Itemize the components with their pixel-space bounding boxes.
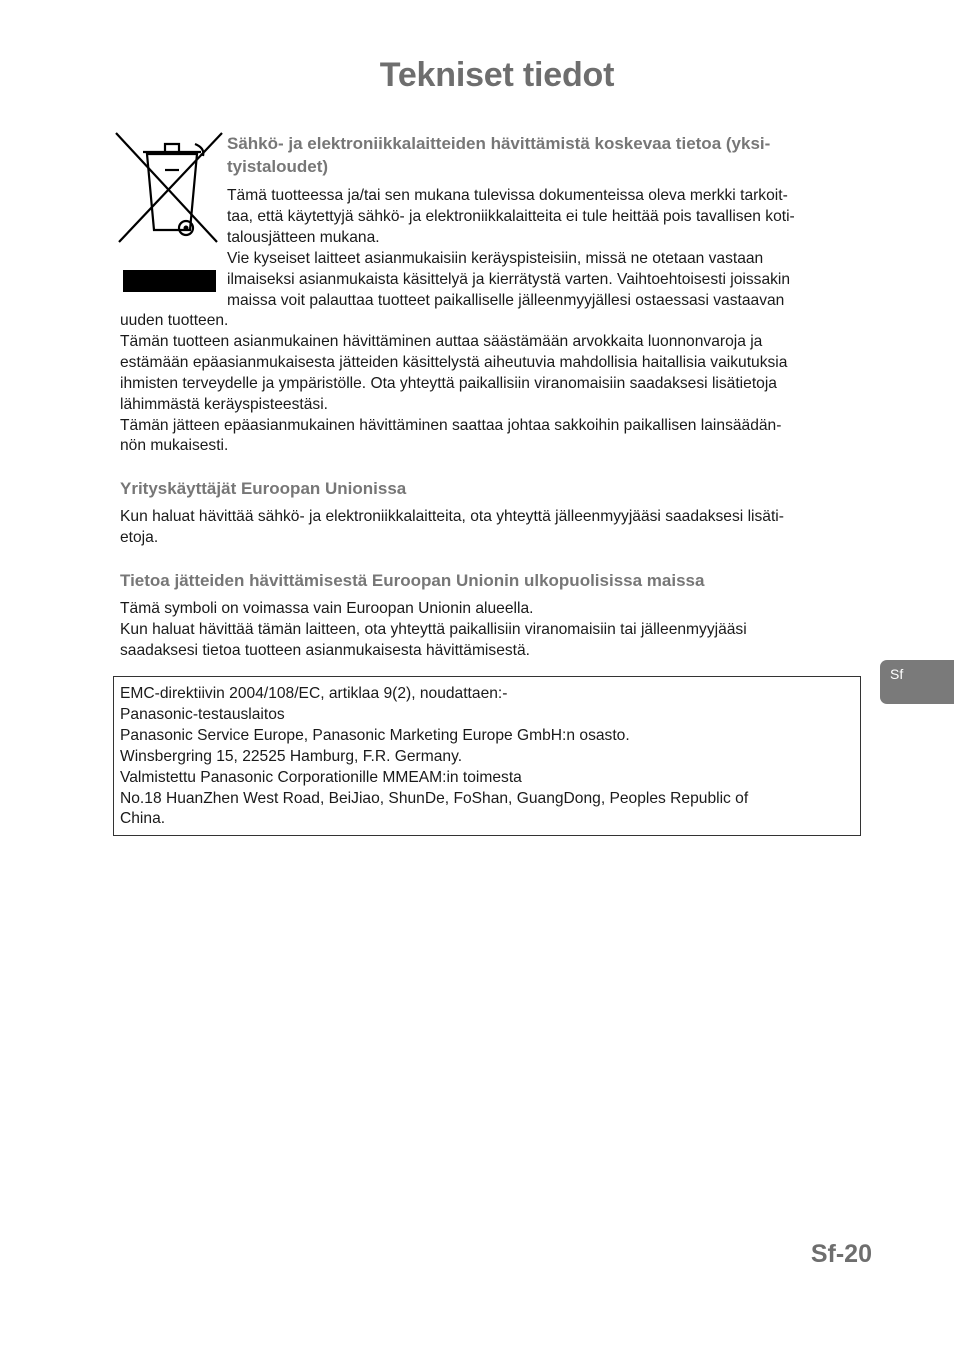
text-line: Panasonic Service Europe, Panasonic Marketing Europe GmbH:n osasto. — [120, 726, 630, 744]
black-bar-marker — [123, 270, 216, 292]
language-tab-label: Sf — [890, 666, 904, 682]
text-line: Vie kyseiset laitteet asianmukaisiin keräyspisteisiin, missä ne otetaan vastaan — [227, 249, 764, 267]
text-line: maissa voit palauttaa tuotteet paikalliselle jälleenmyyjällesi ostaessasi vastaavan — [227, 291, 785, 309]
text-line: estämään epäasianmukaisesta jätteiden käsittelystä aiheutuvia mahdollisia haitallisia vaikutuksia — [120, 353, 788, 371]
page-number: Sf-20 — [810, 1240, 872, 1268]
weee-heading — [227, 132, 867, 178]
text-line: EMC-direktiivin 2004/108/EC, artiklaa 9(2), noudattaen:- — [120, 685, 508, 702]
page-title: Tekniset tiedot — [379, 56, 615, 94]
text-line: Valmistettu Panasonic Corporationille MMEAM:in toimesta — [120, 768, 522, 786]
text-line: No.18 HuanZhen West Road, BeiJiao, ShunDe, FoShan, GuangDong, Peoples Republic of — [120, 789, 749, 807]
text-line: uuden tuotteen. — [120, 312, 229, 329]
weee-heading-line: tyistaloudet) — [227, 157, 329, 176]
business-heading: Yrityskäyttäjät Euroopan Unionissa — [120, 479, 407, 498]
text-line: ilmaiseksi asianmukaista käsittelyä ja kierrätystä varten. Vaihtoehtoisesti joissakin — [227, 270, 791, 288]
text-line: Panasonic-testauslaitos — [120, 705, 285, 723]
text-line: Tämän jätteen epäasianmukainen hävittäminen saattaa johtaa sakkoihin paikallisen lainsäädän- — [120, 416, 782, 434]
emc-info-box — [113, 676, 861, 836]
crossed-out-wheelie-bin-icon — [113, 130, 225, 250]
text-line: ihmisten terveydelle ja ympäristölle. Ota yhteyttä paikallisiin viranomaisiin saadaksesi lisätietoja — [120, 374, 777, 392]
text-line: saadaksesi tietoa tuotteen asianmukaisesta hävittämisestä. — [120, 641, 530, 659]
text-line: Tämän tuotteen asianmukainen hävittäminen auttaa säästämään arvokkaita luonnonvaroja ja — [120, 332, 763, 350]
text-line: lähimmästä keräyspisteestäsi. — [120, 395, 328, 413]
text-line: Tämä symboli on voimassa vain Euroopan Unionin alueella. — [120, 600, 534, 617]
text-line: etoja. — [120, 528, 159, 546]
text-line: Winsbergring 15, 22525 Hamburg, F.R. Germany. — [120, 747, 463, 765]
text-line: China. — [120, 810, 166, 828]
text-line: talousjätteen mukana. — [227, 228, 380, 246]
weee-heading-line: Sähkö- ja elektroniikkalaitteiden hävittämistä koskevaa tietoa (yksi- — [227, 134, 771, 153]
weee-paragraph-indented — [227, 186, 872, 311]
weee-paragraph-full — [120, 311, 872, 457]
outside-eu-paragraph — [120, 599, 872, 662]
outside-eu-heading: Tietoa jätteiden hävittämisestä Euroopan Unionin ulkopuolisissa maissa — [120, 571, 705, 590]
text-line: Kun haluat hävittää tämän laitteen, ota yhteyttä paikallisiin viranomaisiin tai jälleenmyyjääsi — [120, 620, 747, 638]
language-tab — [880, 660, 954, 704]
text-line: Tämä tuotteessa ja/tai sen mukana tulevissa dokumenteissa oleva merkki tarkoit- — [227, 187, 788, 204]
business-paragraph — [120, 507, 872, 549]
text-line: nön mukaisesti. — [120, 437, 229, 455]
text-line: Kun haluat hävittää sähkö- ja elektroniikkalaitteita, ota yhteyttä jälleenmyyjääsi saadaksesi lisäti- — [120, 508, 784, 525]
text-line: taa, että käytettyjä sähkö- ja elektroniikkalaitteita ei tule heittää pois tavallisen koti- — [227, 207, 795, 225]
